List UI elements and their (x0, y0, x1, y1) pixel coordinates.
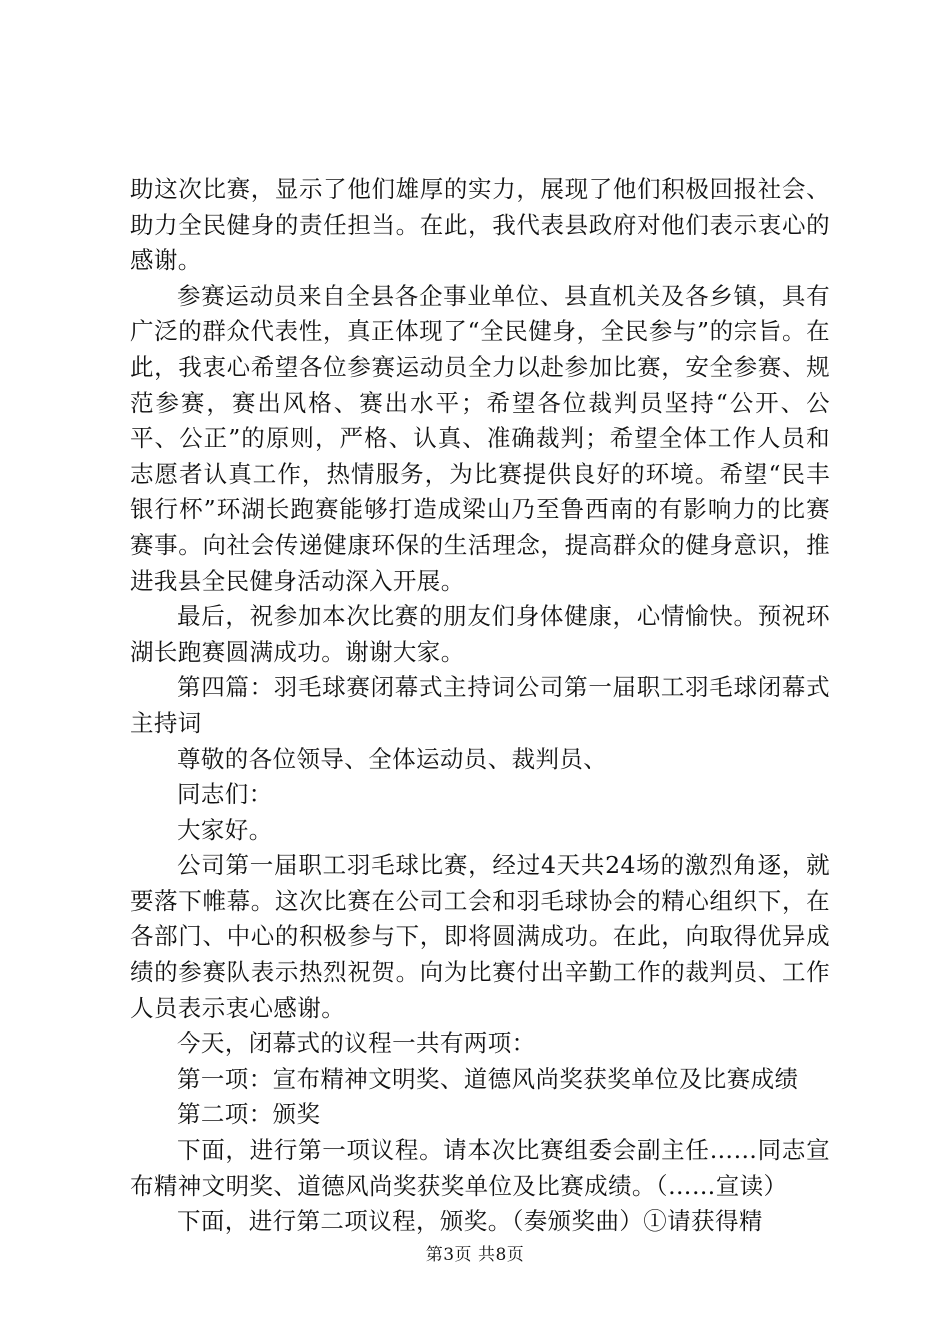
paragraph: 今天，闭幕式的议程一共有两项： (177, 1029, 536, 1058)
paragraph: 公司第一届职工羽毛球比赛，经过4天共24场的激烈角逐，就要落下帷幕。这次比赛在公司工会和羽毛球协会的精心组织下，在各部门、中心的积极参与下，即将圆满成功。在此，向取得优异成绩的参赛队表示热烈祝贺。向为比赛付出辛勤工作的裁判员、工作人员表示衷心感谢。 (130, 851, 830, 1022)
page-number-footer: 第3页 共8页 (425, 1245, 525, 1265)
section-heading: 第四篇：羽毛球赛闭幕式主持词公司第一届职工羽毛球闭幕式主持词 (130, 673, 830, 737)
agenda-item: 第二项：颁奖 (177, 1100, 321, 1129)
greeting: 大家好。 (177, 815, 273, 844)
paragraph: 下面，进行第一项议程。请本次比赛组委会副主任……同志宣布精神文明奖、道德风尚奖获奖单位及比赛成绩。（……宣读） (130, 1136, 830, 1200)
salutation: 尊敬的各位领导、全体运动员、裁判员、 (177, 744, 608, 773)
paragraph: 最后，祝参加本次比赛的朋友们身体健康，心情愉快。预祝环湖长跑赛圆满成功。谢谢大家。 (130, 602, 830, 666)
agenda-item: 第一项：宣布精神文明奖、道德风尚奖获奖单位及比赛成绩 (177, 1064, 799, 1093)
paragraph: 参赛运动员来自全县各企事业单位、县直机关及各乡镇，具有广泛的群众代表性，真正体现了“全民健身，全民参与”的宗旨。在此，我衷心希望各位参赛运动员全力以赴参加比赛，安全参赛、规范参赛，赛出风格、赛出水平；希望各位裁判员坚持“公开、公平、公正”的原则，严格、认真、准确裁判；希望全体工作人员和志愿者认真工作，热情服务，为比赛提供良好的环境。希望“民丰银行杯”环湖长跑赛能够打造成梁山乃至鲁西南的有影响力的比赛赛事。向社会传递健康环保的生活理念，提高群众的健身意识，推进我县全民健身活动深入开展。 (130, 281, 830, 595)
document-body (130, 172, 830, 1240)
paragraph: 助这次比赛，显示了他们雄厚的实力，展现了他们积极回报社会、助力全民健身的责任担当。在此，我代表县政府对他们表示衷心的感谢。 (130, 175, 830, 275)
paragraph: 下面，进行第二项议程，颁奖。（奏颁奖曲）①请获得精 (177, 1207, 763, 1236)
salutation: 同志们： (177, 780, 273, 809)
